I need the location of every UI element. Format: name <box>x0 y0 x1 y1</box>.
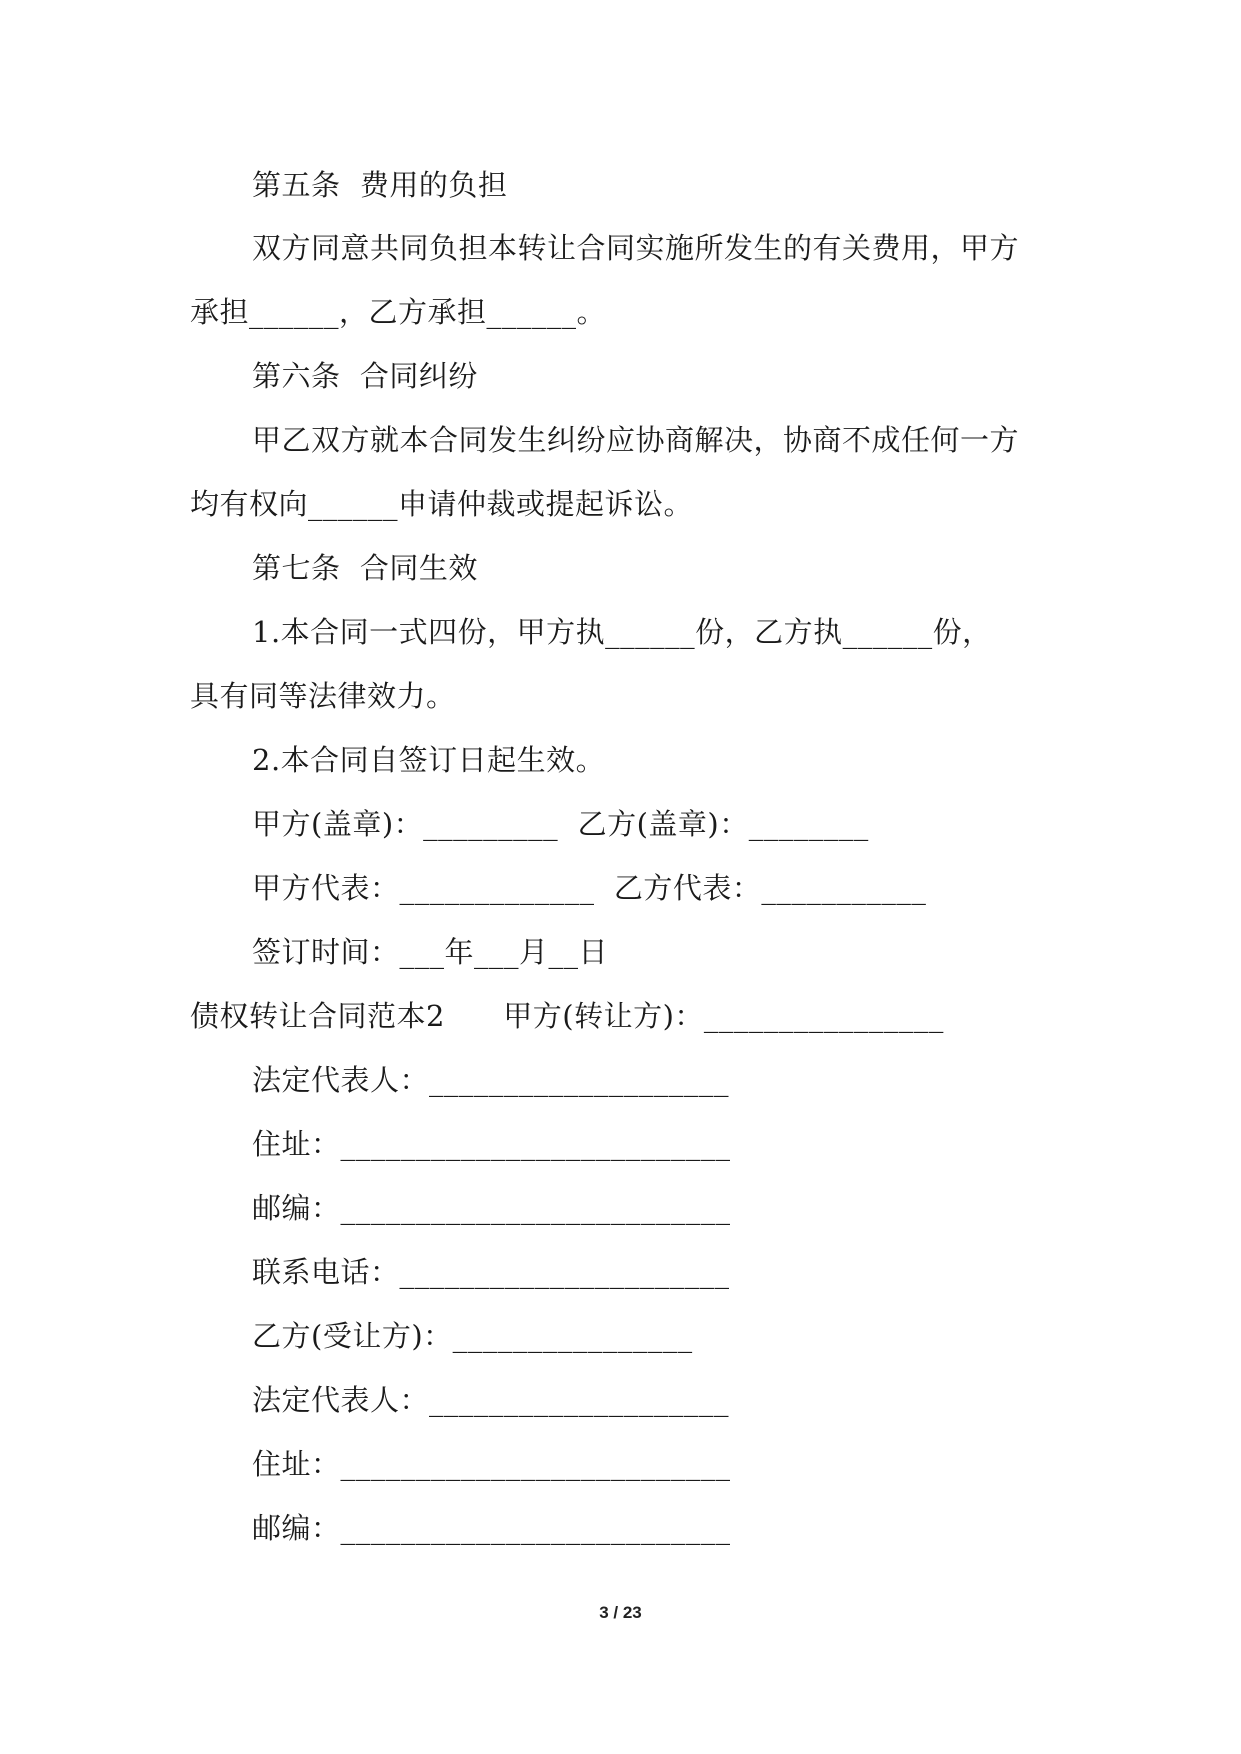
party-b-legal-rep-field: 法定代表人：____________________ <box>252 1383 730 1417</box>
party-b-address-field: 住址：__________________________ <box>252 1447 731 1481</box>
article-7-heading: 第七条 合同生效 <box>252 551 478 585</box>
seal-signature-line: 甲方(盖章)：_________ 乙方(盖章)：________ <box>252 807 869 841</box>
signing-date-line: 签订时间：___年___月__日 <box>252 935 609 969</box>
party-a-address-field: 住址：__________________________ <box>252 1127 731 1161</box>
article-5-heading: 第五条 费用的负担 <box>252 168 508 202</box>
party-a-phone-field: 联系电话：______________________ <box>252 1255 730 1289</box>
article-6-body-line-1: 甲乙双方就本合同发生纠纷应协商解决，协商不成任何一方 <box>252 423 1020 457</box>
page-number: 3 / 23 <box>599 1603 642 1622</box>
article-6-body-line-2: 均有权向______申请仲裁或提起诉讼。 <box>190 487 694 521</box>
template-2-title-party-a: 债权转让合同范本2 甲方(转让方)：________________ <box>190 999 944 1033</box>
article-7-item-2: 2.本合同自签订日起生效。 <box>252 743 606 777</box>
article-7-item-1-line-1: 1.本合同一式四份，甲方执______份，乙方执______份， <box>252 615 992 649</box>
article-5-body-line-2: 承担______，乙方承担______。 <box>190 295 607 329</box>
party-b-name-field: 乙方(受让方)：________________ <box>252 1319 693 1353</box>
article-6-heading: 第六条 合同纠纷 <box>252 359 478 393</box>
article-5-body-line-1: 双方同意共同负担本转让合同实施所发生的有关费用，甲方 <box>252 231 1020 265</box>
representative-signature-line: 甲方代表：_____________ 乙方代表：___________ <box>252 871 927 905</box>
party-a-legal-rep-field: 法定代表人：____________________ <box>252 1063 730 1097</box>
article-7-item-1-line-2: 具有同等法律效力。 <box>190 679 456 713</box>
party-a-postcode-field: 邮编：__________________________ <box>252 1191 731 1225</box>
party-b-postcode-field: 邮编：__________________________ <box>252 1511 731 1545</box>
